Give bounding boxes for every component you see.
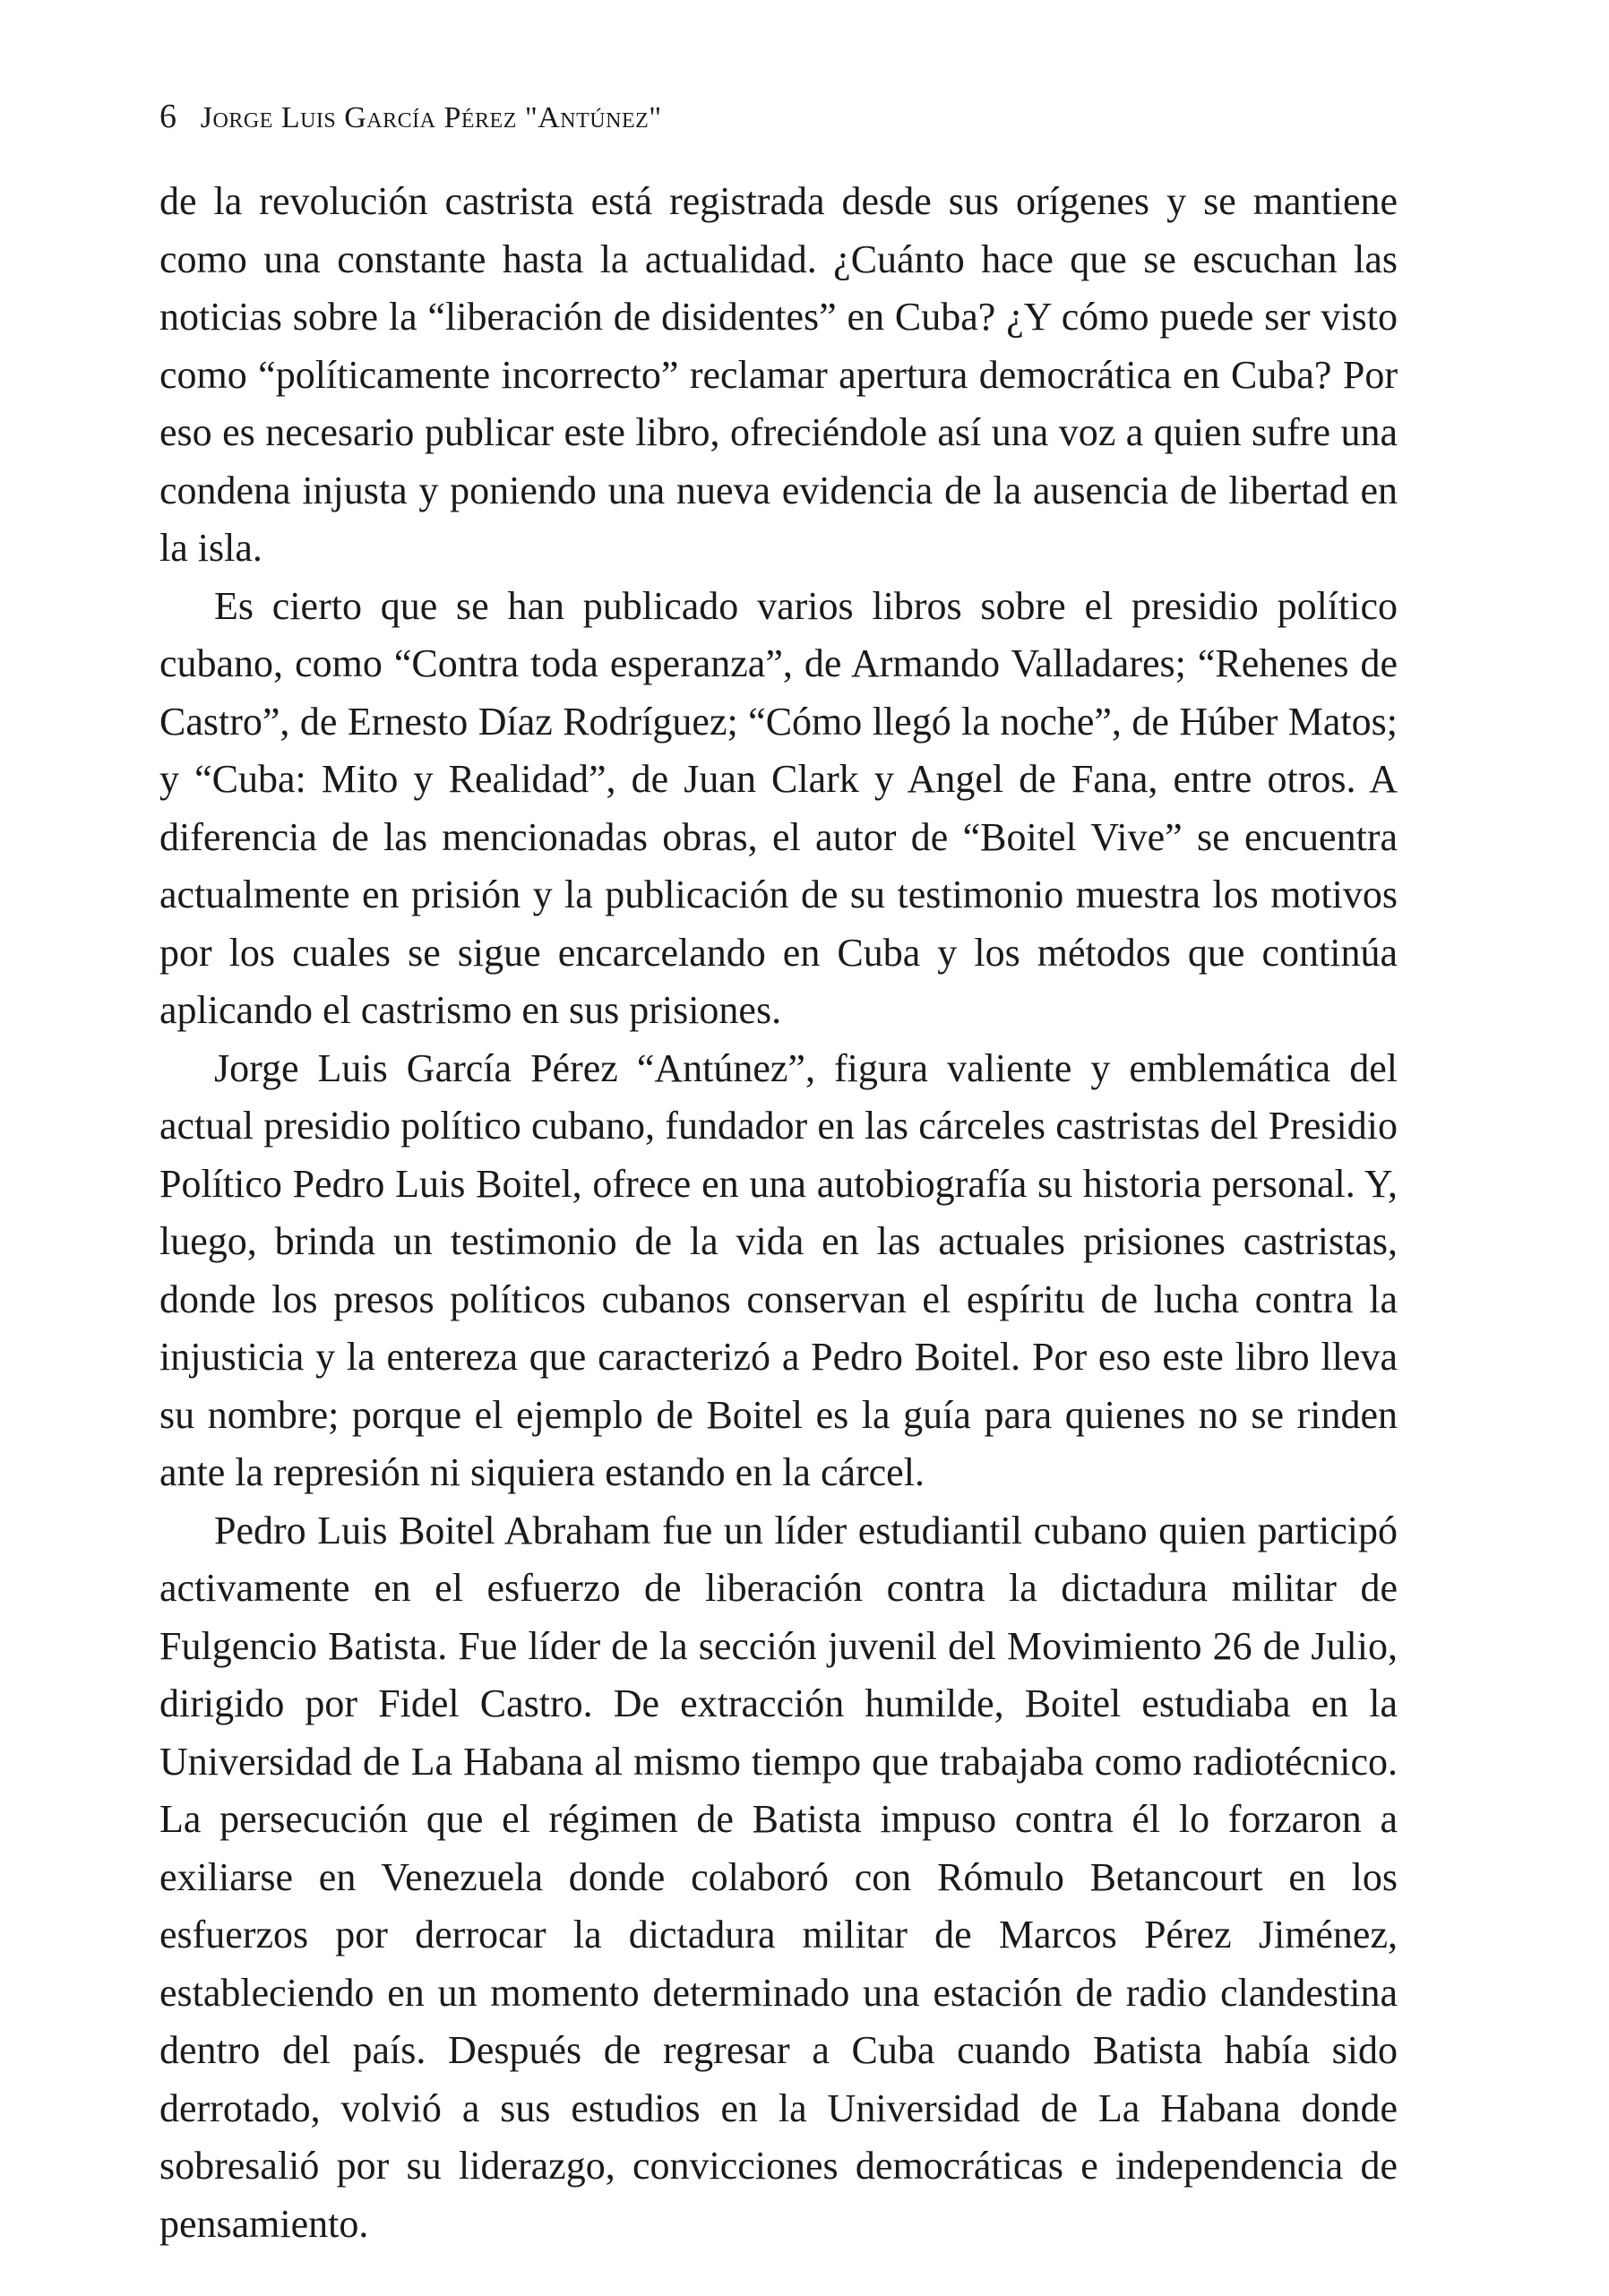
body-text <box>159 173 1398 2253</box>
paragraph-antunez: Jorge Luis García Pérez “Antúnez”, figura valiente y emblemática del actual presidio político cubano, fundador en las cárceles castristas del Presidio Político Pedro Luis Boitel, ofrece en una autobiografía su historia personal. Y, luego, brinda un testimonio de la vida en las actuales prisiones castristas, donde los presos políticos cubanos conservan el espíritu de lucha contra la injusticia y la entereza que caracterizó a Pedro Boitel. Por eso este libro lleva su nombre; porque el ejemplo de Boitel es la guía para quienes no se rinden ante la represión ni siquiera estando en la cárcel. <box>159 1045 1398 1494</box>
paragraph-published-books: Es cierto que se han publicado varios libros sobre el presidio político cubano, como “Contra toda esperanza”, de Armando Valladares; “Rehenes de Castro”, de Ernesto Díaz Rodríguez; “Cómo llegó la noche”, de Húber Matos; y “Cuba: Mito y Realidad”, de Juan Clark y Angel de Fana, entre otros. A diferencia de las mencionadas obras, el autor de “Boitel Vive” se encuentra actualmente en prisión y la publicación de su testimonio muestra los motivos por los cuales se sigue encarcelando en Cuba y los métodos que continúa aplicando el castrismo en sus prisiones. <box>159 583 1398 1032</box>
page-header <box>159 97 662 136</box>
running-title: Jorge Luis García Pérez "Antúnez" <box>200 101 662 134</box>
paragraph-continuation: de la revolución castrista está registrada desde sus orígenes y se mantiene como una constante hasta la actualidad. ¿Cuánto hace que se escuchan las noticias sobre la “liberación de disidentes” en Cuba? ¿Y cómo puede ser visto como “políticamente incorrecto” reclamar apertura democrática en Cuba? Por eso es necesario publicar este libro, ofreciéndole así una voz a quien sufre una condena injusta y poniendo una nueva evidencia de la ausencia de libertad en la isla. <box>159 179 1398 570</box>
paragraph-boitel-biography: Pedro Luis Boitel Abraham fue un líder estudiantil cubano quien participó activamente en el esfuerzo de liberación contra la dictadura militar de Fulgencio Batista. Fue líder de la sección juvenil del Movimiento 26 de Julio, dirigido por Fidel Castro. De extracción humilde, Boitel estudiaba en la Universidad de La Habana al mismo tiempo que trabajaba como radiotécnico. La persecución que el régimen de Batista impuso contra él lo forzaron a exiliarse en Venezuela donde colaboró con Rómulo Betancourt en los esfuerzos por derrocar la dictadura militar de Marcos Pérez Jiménez, estableciendo en un momento determinado una estación de radio clandestina dentro del país. Después de regresar a Cuba cuando Batista había sido derrotado, volvió a sus estudios en la Universidad de La Habana donde sobresalió por su liderazgo, convicciones democráticas e independencia de pensamiento. <box>159 1508 1398 2246</box>
page-number: 6 <box>159 98 177 135</box>
